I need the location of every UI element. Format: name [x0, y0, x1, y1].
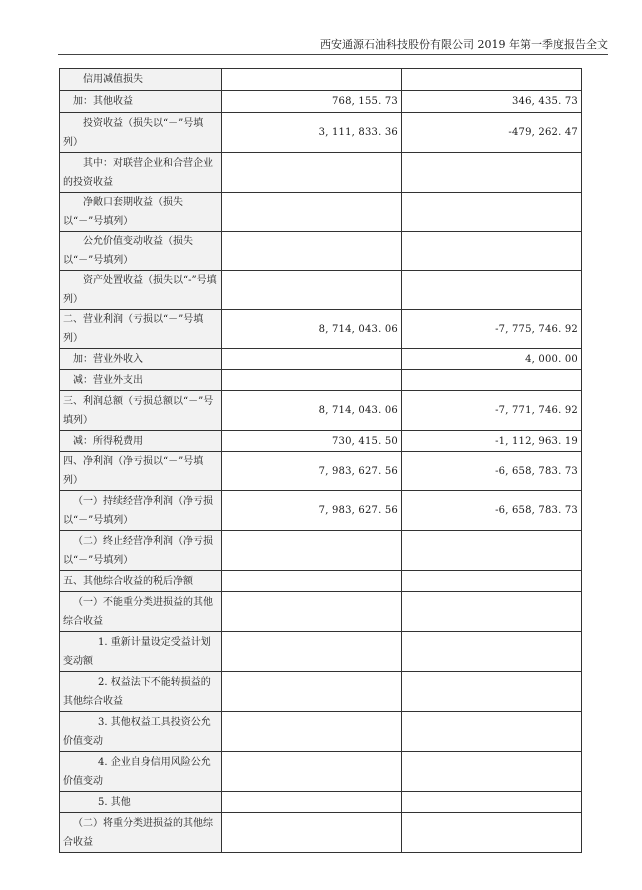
table-row [60, 452, 582, 491]
row-label: 资产处置收益（损失以“-”号填列） [60, 271, 222, 310]
row-label: 净敞口套期收益（损失以“－”号填列） [60, 193, 222, 232]
prior-period-value: -6, 658, 783. 73 [402, 452, 582, 491]
row-label: 减：营业外支出 [60, 370, 222, 391]
current-period-value: 730, 415. 50 [222, 431, 402, 452]
row-label: （一）不能重分类进损益的其他综合收益 [60, 592, 222, 632]
prior-period-value [402, 271, 582, 310]
current-period-value: 7, 983, 627. 56 [222, 491, 402, 531]
prior-period-value: -7, 775, 746. 92 [402, 310, 582, 349]
table-row [60, 153, 582, 193]
prior-period-value [402, 571, 582, 592]
prior-period-value: -7, 771, 746. 92 [402, 391, 582, 431]
prior-period-value: -1, 112, 963. 19 [402, 431, 582, 452]
row-label: 加：营业外收入 [60, 349, 222, 370]
current-period-value [222, 672, 402, 712]
prior-period-value: 346, 435. 73 [402, 91, 582, 113]
prior-period-value: -479, 262. 47 [402, 113, 582, 153]
row-label: 三、利润总额（亏损总额以“－”号填列） [60, 391, 222, 431]
row-label: 公允价值变动收益（损失以“－”号填列） [60, 232, 222, 271]
prior-period-value [402, 752, 582, 792]
prior-period-value: 4, 000. 00 [402, 349, 582, 370]
row-label: 2. 权益法下不能转损益的其他综合收益 [60, 672, 222, 712]
current-period-value [222, 571, 402, 592]
prior-period-value: -6, 658, 783. 73 [402, 491, 582, 531]
prior-period-value [402, 370, 582, 391]
row-label: 减：所得税费用 [60, 431, 222, 452]
current-period-value [222, 153, 402, 193]
current-period-value [222, 370, 402, 391]
row-label: 3. 其他权益工具投资公允价值变动 [60, 712, 222, 752]
prior-period-value [402, 592, 582, 632]
prior-period-value [402, 232, 582, 271]
current-period-value [222, 632, 402, 672]
table-row [60, 632, 582, 672]
prior-period-value [402, 531, 582, 571]
prior-period-value [402, 153, 582, 193]
table-row [60, 752, 582, 792]
table-row [60, 431, 582, 452]
prior-period-value [402, 69, 582, 91]
current-period-value [222, 792, 402, 813]
row-label: 二、营业利润（亏损以“－”号填列） [60, 310, 222, 349]
prior-period-value [402, 672, 582, 712]
prior-period-value [402, 193, 582, 232]
table-row [60, 792, 582, 813]
table-row [60, 232, 582, 271]
current-period-value: 8, 714, 043. 06 [222, 310, 402, 349]
table-row [60, 592, 582, 632]
table-row [60, 491, 582, 531]
prior-period-value [402, 813, 582, 853]
table-row [60, 113, 582, 153]
table-row [60, 712, 582, 752]
row-label: 四、净利润（净亏损以“－”号填列） [60, 452, 222, 491]
table-row [60, 370, 582, 391]
table-row [60, 349, 582, 370]
row-label: 1. 重新计量设定受益计划变动额 [60, 632, 222, 672]
table-row [60, 69, 582, 91]
prior-period-value [402, 632, 582, 672]
table-row [60, 391, 582, 431]
table-row [60, 813, 582, 853]
table-row [60, 672, 582, 712]
current-period-value [222, 193, 402, 232]
table-row [60, 193, 582, 232]
row-label: 5. 其他 [60, 792, 222, 813]
header-rule [58, 54, 608, 55]
current-period-value [222, 232, 402, 271]
table-row [60, 91, 582, 113]
table-row [60, 271, 582, 310]
income-statement-body [60, 69, 582, 853]
row-label: 其中：对联营企业和合营企业的投资收益 [60, 153, 222, 193]
current-period-value [222, 271, 402, 310]
current-period-value [222, 592, 402, 632]
income-statement-table [59, 68, 582, 853]
current-period-value: 7, 983, 627. 56 [222, 452, 402, 491]
row-label: 投资收益（损失以“－”号填列） [60, 113, 222, 153]
current-period-value [222, 531, 402, 571]
current-period-value: 3, 111, 833. 36 [222, 113, 402, 153]
table-row [60, 571, 582, 592]
row-label: 五、其他综合收益的税后净额 [60, 571, 222, 592]
row-label: （一）持续经营净利润（净亏损以“－”号填列） [60, 491, 222, 531]
row-label: 加：其他收益 [60, 91, 222, 113]
current-period-value [222, 349, 402, 370]
row-label: 信用减值损失 [60, 69, 222, 91]
prior-period-value [402, 712, 582, 752]
current-period-value: 8, 714, 043. 06 [222, 391, 402, 431]
current-period-value: 768, 155. 73 [222, 91, 402, 113]
prior-period-value [402, 792, 582, 813]
row-label: （二）将重分类进损益的其他综合收益 [60, 813, 222, 853]
table-row [60, 531, 582, 571]
current-period-value [222, 752, 402, 792]
page-header: 西安通源石油科技股份有限公司 2019 年第一季度报告全文 [320, 38, 608, 51]
current-period-value [222, 69, 402, 91]
row-label: 4. 企业自身信用风险公允价值变动 [60, 752, 222, 792]
current-period-value [222, 813, 402, 853]
table-row [60, 310, 582, 349]
row-label: （二）终止经营净利润（净亏损以“－”号填列） [60, 531, 222, 571]
current-period-value [222, 712, 402, 752]
